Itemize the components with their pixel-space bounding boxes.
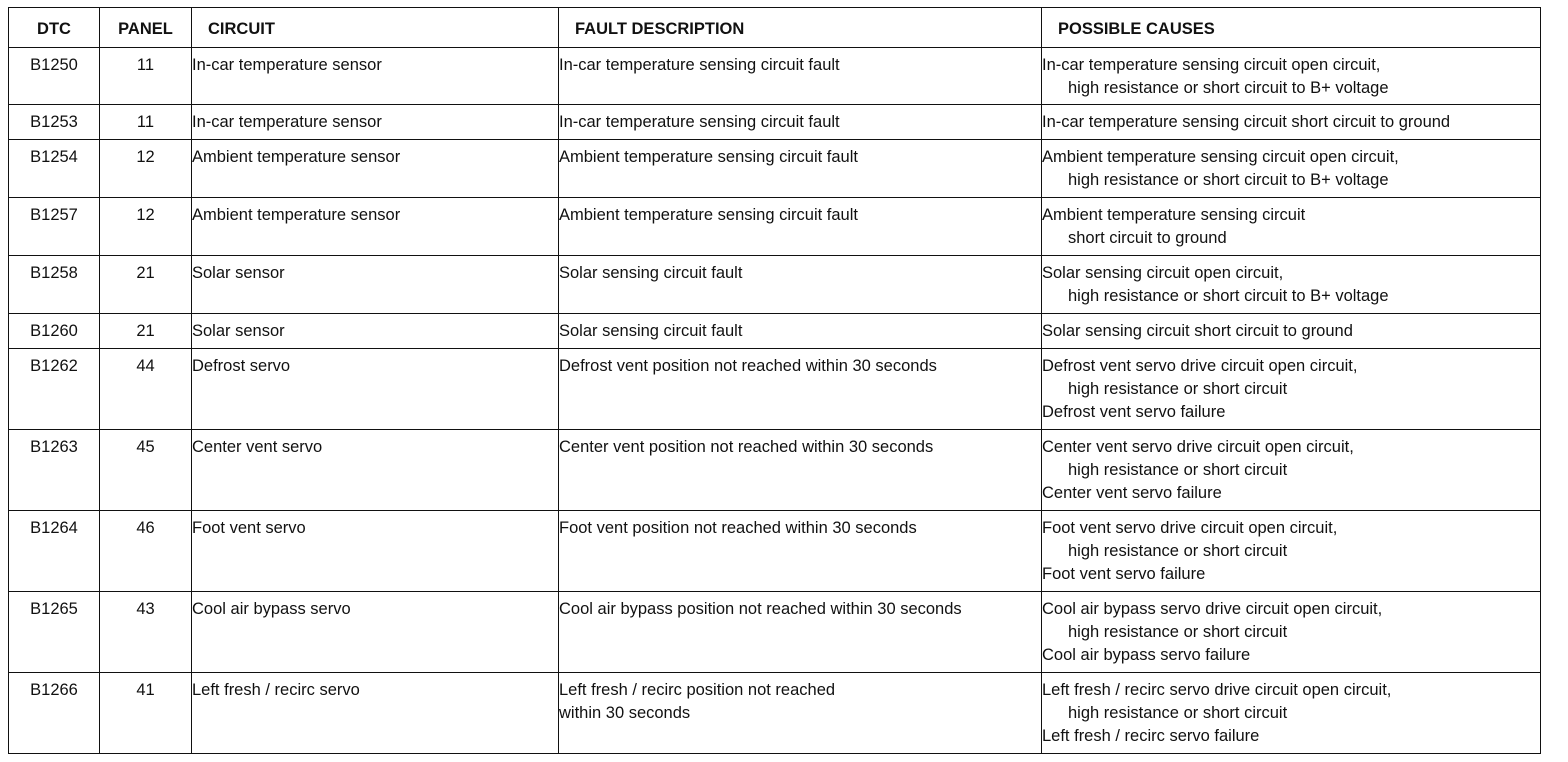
fault-line: Ambient temperature sensing circuit fault: [559, 148, 858, 166]
dtc-code: B1265: [9, 592, 100, 673]
cause-line: Solar sensing circuit short circuit to ground: [1042, 322, 1353, 340]
cause-line: high resistance or short circuit: [1068, 623, 1288, 641]
panel-number: 46: [100, 511, 192, 592]
cause-line: In-car temperature sensing circuit open circuit,: [1042, 56, 1381, 74]
table-row: [9, 48, 1541, 105]
possible-causes: [1042, 256, 1541, 314]
possible-causes: [1042, 140, 1541, 198]
header-panel: PANEL: [100, 8, 192, 48]
table-row: [9, 673, 1541, 754]
fault-line: In-car temperature sensing circuit fault: [559, 113, 840, 131]
panel-number: 12: [100, 140, 192, 198]
table-row: [9, 592, 1541, 673]
dtc-code: B1253: [9, 105, 100, 140]
panel-number: 21: [100, 314, 192, 349]
fault-description: [559, 592, 1042, 673]
cause-line: Foot vent servo failure: [1042, 565, 1206, 583]
cause-line: high resistance or short circuit to B+ voltage: [1068, 287, 1389, 305]
fault-description: [559, 256, 1042, 314]
header-fault-description: FAULT DESCRIPTION: [559, 8, 1042, 48]
dtc-code: B1258: [9, 256, 100, 314]
fault-description: [559, 198, 1042, 256]
table-row: [9, 349, 1541, 430]
fault-description: [559, 140, 1042, 198]
cause-line: high resistance or short circuit to B+ voltage: [1068, 171, 1389, 189]
dtc-code: B1263: [9, 430, 100, 511]
possible-causes: [1042, 314, 1541, 349]
fault-description: [559, 673, 1042, 754]
circuit-name: In-car temperature sensor: [192, 48, 559, 105]
cause-line: Cool air bypass servo drive circuit open circuit,: [1042, 600, 1383, 618]
circuit-name: In-car temperature sensor: [192, 105, 559, 140]
fault-line: In-car temperature sensing circuit fault: [559, 56, 840, 74]
dtc-code: B1257: [9, 198, 100, 256]
dtc-code: B1262: [9, 349, 100, 430]
table-row: [9, 198, 1541, 256]
fault-description: [559, 48, 1042, 105]
circuit-name: Defrost servo: [192, 349, 559, 430]
panel-number: 12: [100, 198, 192, 256]
cause-line: high resistance or short circuit: [1068, 542, 1288, 560]
cause-line: Solar sensing circuit open circuit,: [1042, 264, 1284, 282]
circuit-name: Cool air bypass servo: [192, 592, 559, 673]
possible-causes: [1042, 673, 1541, 754]
cause-line: Center vent servo failure: [1042, 484, 1222, 502]
panel-number: 44: [100, 349, 192, 430]
circuit-name: Solar sensor: [192, 256, 559, 314]
dtc-code: B1254: [9, 140, 100, 198]
fault-description: [559, 349, 1042, 430]
fault-line: within 30 seconds: [559, 704, 691, 722]
fault-line: Center vent position not reached within 30 seconds: [559, 438, 934, 456]
cause-line: In-car temperature sensing circuit short circuit to ground: [1042, 113, 1451, 131]
cause-line: Defrost vent servo failure: [1042, 403, 1226, 421]
panel-number: 41: [100, 673, 192, 754]
dtc-code: B1250: [9, 48, 100, 105]
fault-description: [559, 105, 1042, 140]
circuit-name: Ambient temperature sensor: [192, 198, 559, 256]
fault-description: [559, 511, 1042, 592]
table-row: [9, 140, 1541, 198]
table-row: [9, 314, 1541, 349]
table-body: [9, 48, 1541, 754]
possible-causes: [1042, 105, 1541, 140]
cause-line: high resistance or short circuit: [1068, 461, 1288, 479]
panel-number: 11: [100, 105, 192, 140]
possible-causes: [1042, 198, 1541, 256]
cause-line: Left fresh / recirc servo drive circuit open circuit,: [1042, 681, 1392, 699]
cause-line: Center vent servo drive circuit open circuit,: [1042, 438, 1354, 456]
fault-line: Cool air bypass position not reached within 30 seconds: [559, 600, 962, 618]
cause-line: Cool air bypass servo failure: [1042, 646, 1251, 664]
fault-line: Defrost vent position not reached within 30 seconds: [559, 357, 937, 375]
header-possible-causes: POSSIBLE CAUSES: [1042, 8, 1541, 48]
possible-causes: [1042, 349, 1541, 430]
table-row: [9, 256, 1541, 314]
cause-line: high resistance or short circuit: [1068, 380, 1288, 398]
panel-number: 45: [100, 430, 192, 511]
cause-line: short circuit to ground: [1068, 229, 1227, 247]
circuit-name: Foot vent servo: [192, 511, 559, 592]
dtc-table-container: [8, 7, 1541, 754]
dtc-code: B1260: [9, 314, 100, 349]
cause-line: high resistance or short circuit: [1068, 704, 1288, 722]
circuit-name: Center vent servo: [192, 430, 559, 511]
dtc-table: [8, 7, 1541, 754]
fault-description: [559, 430, 1042, 511]
possible-causes: [1042, 592, 1541, 673]
panel-number: 11: [100, 48, 192, 105]
fault-line: Solar sensing circuit fault: [559, 322, 743, 340]
cause-line: Ambient temperature sensing circuit: [1042, 206, 1306, 224]
header-row: [9, 8, 1541, 48]
fault-line: Left fresh / recirc position not reached: [559, 681, 836, 699]
circuit-name: Ambient temperature sensor: [192, 140, 559, 198]
fault-line: Foot vent position not reached within 30 seconds: [559, 519, 917, 537]
cause-line: Ambient temperature sensing circuit open circuit,: [1042, 148, 1399, 166]
dtc-code: B1266: [9, 673, 100, 754]
cause-line: Foot vent servo drive circuit open circuit,: [1042, 519, 1338, 537]
circuit-name: Solar sensor: [192, 314, 559, 349]
fault-line: Ambient temperature sensing circuit fault: [559, 206, 858, 224]
possible-causes: [1042, 430, 1541, 511]
header-circuit: CIRCUIT: [192, 8, 559, 48]
dtc-code: B1264: [9, 511, 100, 592]
panel-number: 43: [100, 592, 192, 673]
possible-causes: [1042, 48, 1541, 105]
possible-causes: [1042, 511, 1541, 592]
circuit-name: Left fresh / recirc servo: [192, 673, 559, 754]
table-row: [9, 105, 1541, 140]
fault-line: Solar sensing circuit fault: [559, 264, 743, 282]
cause-line: Defrost vent servo drive circuit open circuit,: [1042, 357, 1358, 375]
fault-description: [559, 314, 1042, 349]
header-dtc: DTC: [9, 8, 100, 48]
cause-line: high resistance or short circuit to B+ voltage: [1068, 79, 1389, 97]
cause-line: Left fresh / recirc servo failure: [1042, 727, 1260, 745]
table-row: [9, 430, 1541, 511]
panel-number: 21: [100, 256, 192, 314]
table-row: [9, 511, 1541, 592]
